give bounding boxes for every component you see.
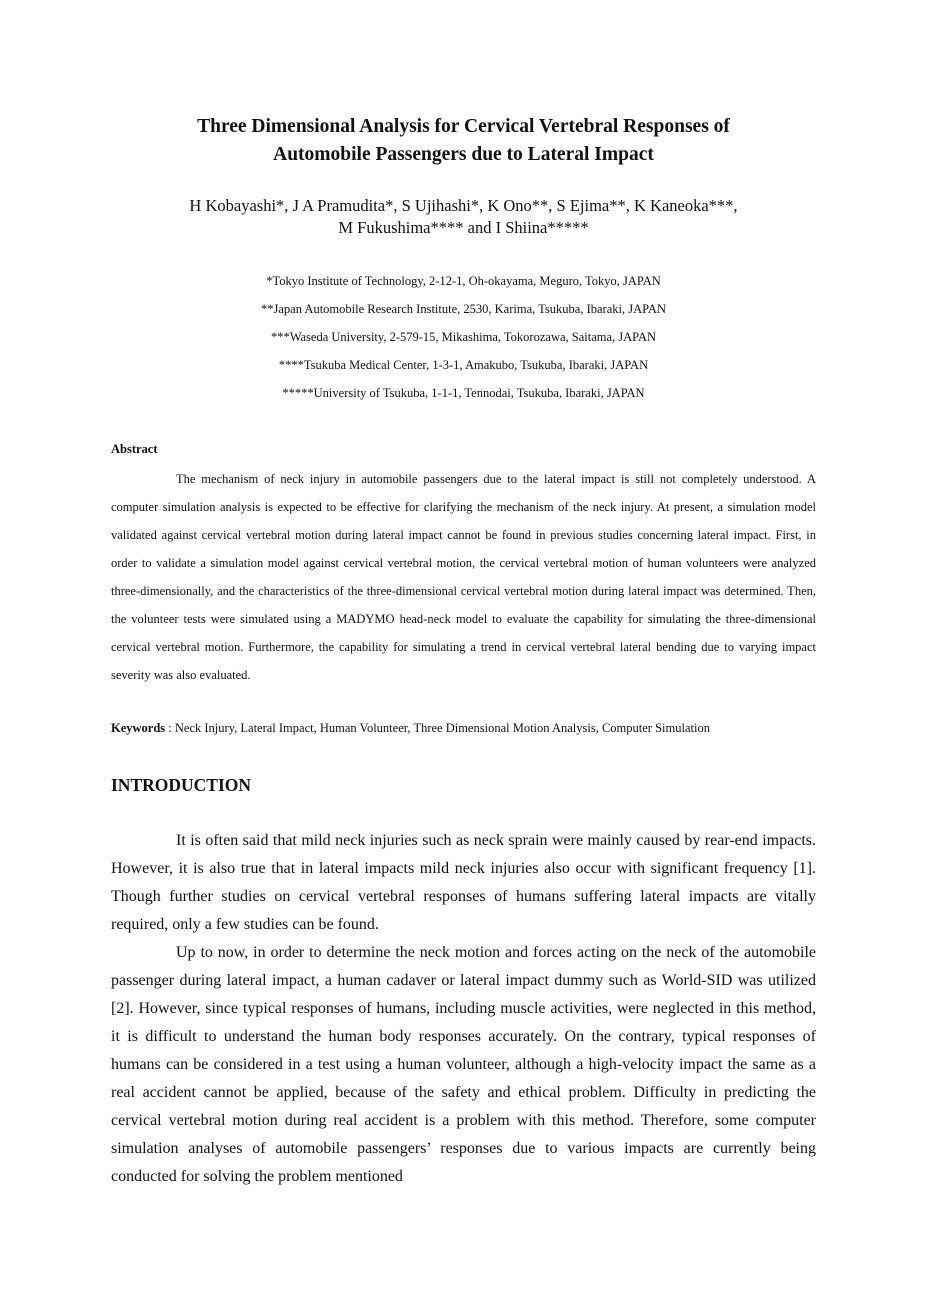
abstract-heading: Abstract xyxy=(111,442,158,456)
affiliation-2: **Japan Automobile Research Institute, 2530, Karima, Tsukuba, Ibaraki, JAPAN xyxy=(261,302,666,316)
introduction-body xyxy=(111,827,816,1191)
title-line-2: Automobile Passengers due to Lateral Impact xyxy=(273,144,654,165)
intro-paragraph-1: It is often said that mild neck injuries such as neck sprain were mainly caused by rear-end impacts. However, it is also true that in lateral impacts mild neck injuries also occur with significant frequency [1]. Though further studies on cervical vertebral responses of humans suffering lateral impacts are vitally required, only a few studies can be found. xyxy=(111,832,816,933)
affiliation-5: *****University of Tsukuba, 1-1-1, Tennodai, Tsukuba, Ibaraki, JAPAN xyxy=(282,386,645,400)
keywords-line xyxy=(111,718,816,738)
introduction-heading: INTRODUCTION xyxy=(111,775,252,795)
title-line-1: Three Dimensional Analysis for Cervical Vertebral Responses of xyxy=(197,116,730,137)
keywords-text: : Neck Injury, Lateral Impact, Human Volunteer, Three Dimensional Motion Analysis, Computer Simulation xyxy=(165,721,710,735)
affiliation-1: *Tokyo Institute of Technology, 2-12-1, Oh-okayama, Meguro, Tokyo, JAPAN xyxy=(266,274,661,288)
affiliation-4: ****Tsukuba Medical Center, 1-3-1, Amakubo, Tsukuba, Ibaraki, JAPAN xyxy=(278,358,649,372)
affiliation-3: ***Waseda University, 2-579-15, Mikashima, Tokorozawa, Saitama, JAPAN xyxy=(270,330,657,344)
authors-line-1: H Kobayashi*, J A Pramudita*, S Ujihashi*, K Ono**, S Ejima**, K Kaneoka***, xyxy=(189,196,738,215)
paper-title xyxy=(111,113,816,169)
abstract-body: The mechanism of neck injury in automobile passengers due to the lateral impact is still not completely understood. A computer simulation analysis is expected to be effective for clarifying the mechanism of the neck injury. At present, a simulation model validated against cervical vertebral motion during lateral impact cannot be found in previous studies concerning lateral impact. First, in order to validate a simulation model against cervical vertebral motion, the cervical vertebral motion of human volunteers were analyzed three-dimensionally, and the characteristics of the three-dimensional cervical vertebral motion during lateral impact was determined. Then, the volunteer tests were simulated using a MADYMO head-neck model to evaluate the capability for simulating the three-dimensional cervical vertebral motion. Furthermore, the capability for simulating a trend in cervical vertebral lateral bending due to varying impact severity was also evaluated. xyxy=(111,472,816,682)
author-list xyxy=(111,195,816,239)
affiliation-list xyxy=(111,270,816,410)
keywords-label: Keywords xyxy=(111,721,166,735)
intro-paragraph-2: Up to now, in order to determine the neck motion and forces acting on the neck of the automobile passenger during lateral impact, a human cadaver or lateral impact dummy such as World-SID was utilized [2]. However, since typical responses of humans, including muscle activities, were neglected in this method, it is difficult to understand the human body responses accurately. On the contrary, typical responses of humans can be considered in a test using a human volunteer, although a high-velocity impact the same as a real accident cannot be applied, because of the safety and ethical problem. Difficulty in predicting the cervical vertebral motion during real accident is a problem with this method. Therefore, some computer simulation analyses of automobile passengers’ responses due to various impacts are currently being conducted for solving the problem mentioned xyxy=(111,944,816,1185)
authors-line-2: M Fukushima**** and I Shiina***** xyxy=(338,218,589,237)
